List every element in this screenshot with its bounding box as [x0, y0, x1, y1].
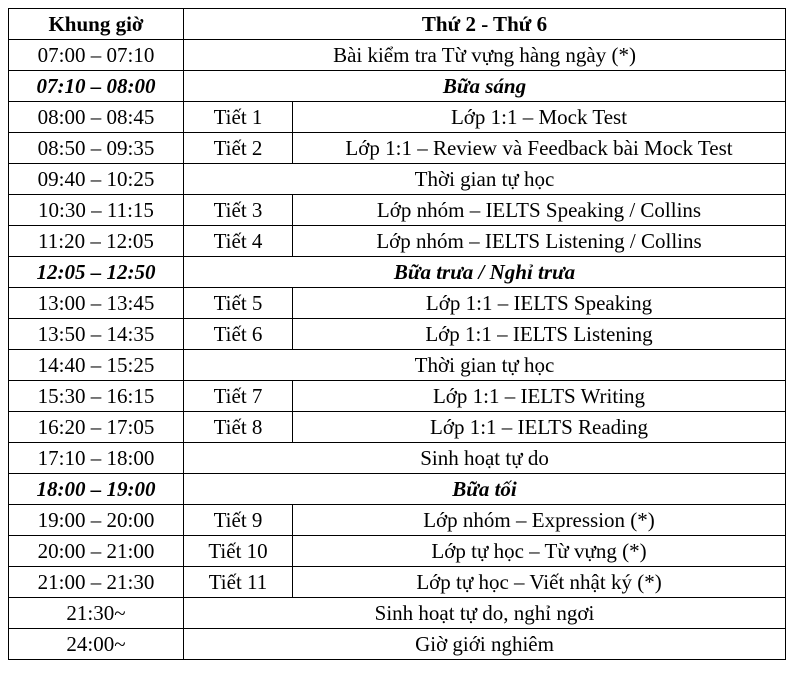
schedule-row: [9, 567, 786, 598]
time-slot: 11:20 – 12:05: [9, 226, 184, 257]
schedule-row: [9, 412, 786, 443]
time-slot: 09:40 – 10:25: [9, 164, 184, 195]
time-slot: 20:00 – 21:00: [9, 536, 184, 567]
time-slot: 19:00 – 20:00: [9, 505, 184, 536]
time-slot: 10:30 – 11:15: [9, 195, 184, 226]
activity-cell: Sinh hoạt tự do: [184, 443, 786, 474]
time-slot: 14:40 – 15:25: [9, 350, 184, 381]
time-slot: 24:00~: [9, 629, 184, 660]
activity-cell: Lớp 1:1 – Mock Test: [293, 102, 786, 133]
period-label: Tiết 6: [184, 319, 293, 350]
activity-cell: Lớp tự học – Từ vựng (*): [293, 536, 786, 567]
activity-cell: Lớp nhóm – IELTS Listening / Collins: [293, 226, 786, 257]
activity-cell: Thời gian tự học: [184, 350, 786, 381]
schedule-row: [9, 536, 786, 567]
time-slot: 13:00 – 13:45: [9, 288, 184, 319]
schedule-row: [9, 381, 786, 412]
period-label: Tiết 7: [184, 381, 293, 412]
schedule-row: [9, 474, 786, 505]
schedule-table: [8, 8, 786, 660]
time-slot: 16:20 – 17:05: [9, 412, 184, 443]
time-slot: 18:00 – 19:00: [9, 474, 184, 505]
time-column-header: Khung giờ: [9, 9, 184, 40]
schedule-row: [9, 288, 786, 319]
time-slot: 13:50 – 14:35: [9, 319, 184, 350]
period-label: Tiết 5: [184, 288, 293, 319]
activity-cell: Lớp tự học – Viết nhật ký (*): [293, 567, 786, 598]
time-slot: 07:00 – 07:10: [9, 40, 184, 71]
schedule-row: [9, 133, 786, 164]
schedule-row: [9, 443, 786, 474]
time-slot: 08:00 – 08:45: [9, 102, 184, 133]
header-row: [9, 9, 786, 40]
activity-cell: Bài kiểm tra Từ vựng hàng ngày (*): [184, 40, 786, 71]
period-label: Tiết 2: [184, 133, 293, 164]
meal-cell: Bữa sáng: [184, 71, 786, 102]
days-column-header: Thứ 2 - Thứ 6: [184, 9, 786, 40]
schedule-row: [9, 257, 786, 288]
activity-cell: Lớp 1:1 – IELTS Writing: [293, 381, 786, 412]
schedule-row: [9, 350, 786, 381]
period-label: Tiết 4: [184, 226, 293, 257]
period-label: Tiết 9: [184, 505, 293, 536]
schedule-row: [9, 629, 786, 660]
time-slot: 17:10 – 18:00: [9, 443, 184, 474]
schedule-row: [9, 505, 786, 536]
time-slot: 07:10 – 08:00: [9, 71, 184, 102]
period-label: Tiết 3: [184, 195, 293, 226]
period-label: Tiết 11: [184, 567, 293, 598]
meal-cell: Bữa tối: [184, 474, 786, 505]
activity-cell: Lớp nhóm – Expression (*): [293, 505, 786, 536]
activity-cell: Lớp nhóm – IELTS Speaking / Collins: [293, 195, 786, 226]
period-label: Tiết 10: [184, 536, 293, 567]
activity-cell: Lớp 1:1 – IELTS Speaking: [293, 288, 786, 319]
activity-cell: Sinh hoạt tự do, nghỉ ngơi: [184, 598, 786, 629]
time-slot: 08:50 – 09:35: [9, 133, 184, 164]
schedule-row: [9, 598, 786, 629]
schedule-row: [9, 71, 786, 102]
activity-cell: Lớp 1:1 – IELTS Listening: [293, 319, 786, 350]
activity-cell: Giờ giới nghiêm: [184, 629, 786, 660]
schedule-row: [9, 195, 786, 226]
time-slot: 21:00 – 21:30: [9, 567, 184, 598]
schedule-row: [9, 226, 786, 257]
time-slot: 21:30~: [9, 598, 184, 629]
schedule-row: [9, 40, 786, 71]
time-slot: 15:30 – 16:15: [9, 381, 184, 412]
schedule-body: [9, 40, 786, 660]
schedule-row: [9, 102, 786, 133]
schedule-row: [9, 319, 786, 350]
schedule-row: [9, 164, 786, 195]
period-label: Tiết 8: [184, 412, 293, 443]
activity-cell: Lớp 1:1 – IELTS Reading: [293, 412, 786, 443]
activity-cell: Lớp 1:1 – Review và Feedback bài Mock Test: [293, 133, 786, 164]
period-label: Tiết 1: [184, 102, 293, 133]
time-slot: 12:05 – 12:50: [9, 257, 184, 288]
meal-cell: Bữa trưa / Nghỉ trưa: [184, 257, 786, 288]
activity-cell: Thời gian tự học: [184, 164, 786, 195]
